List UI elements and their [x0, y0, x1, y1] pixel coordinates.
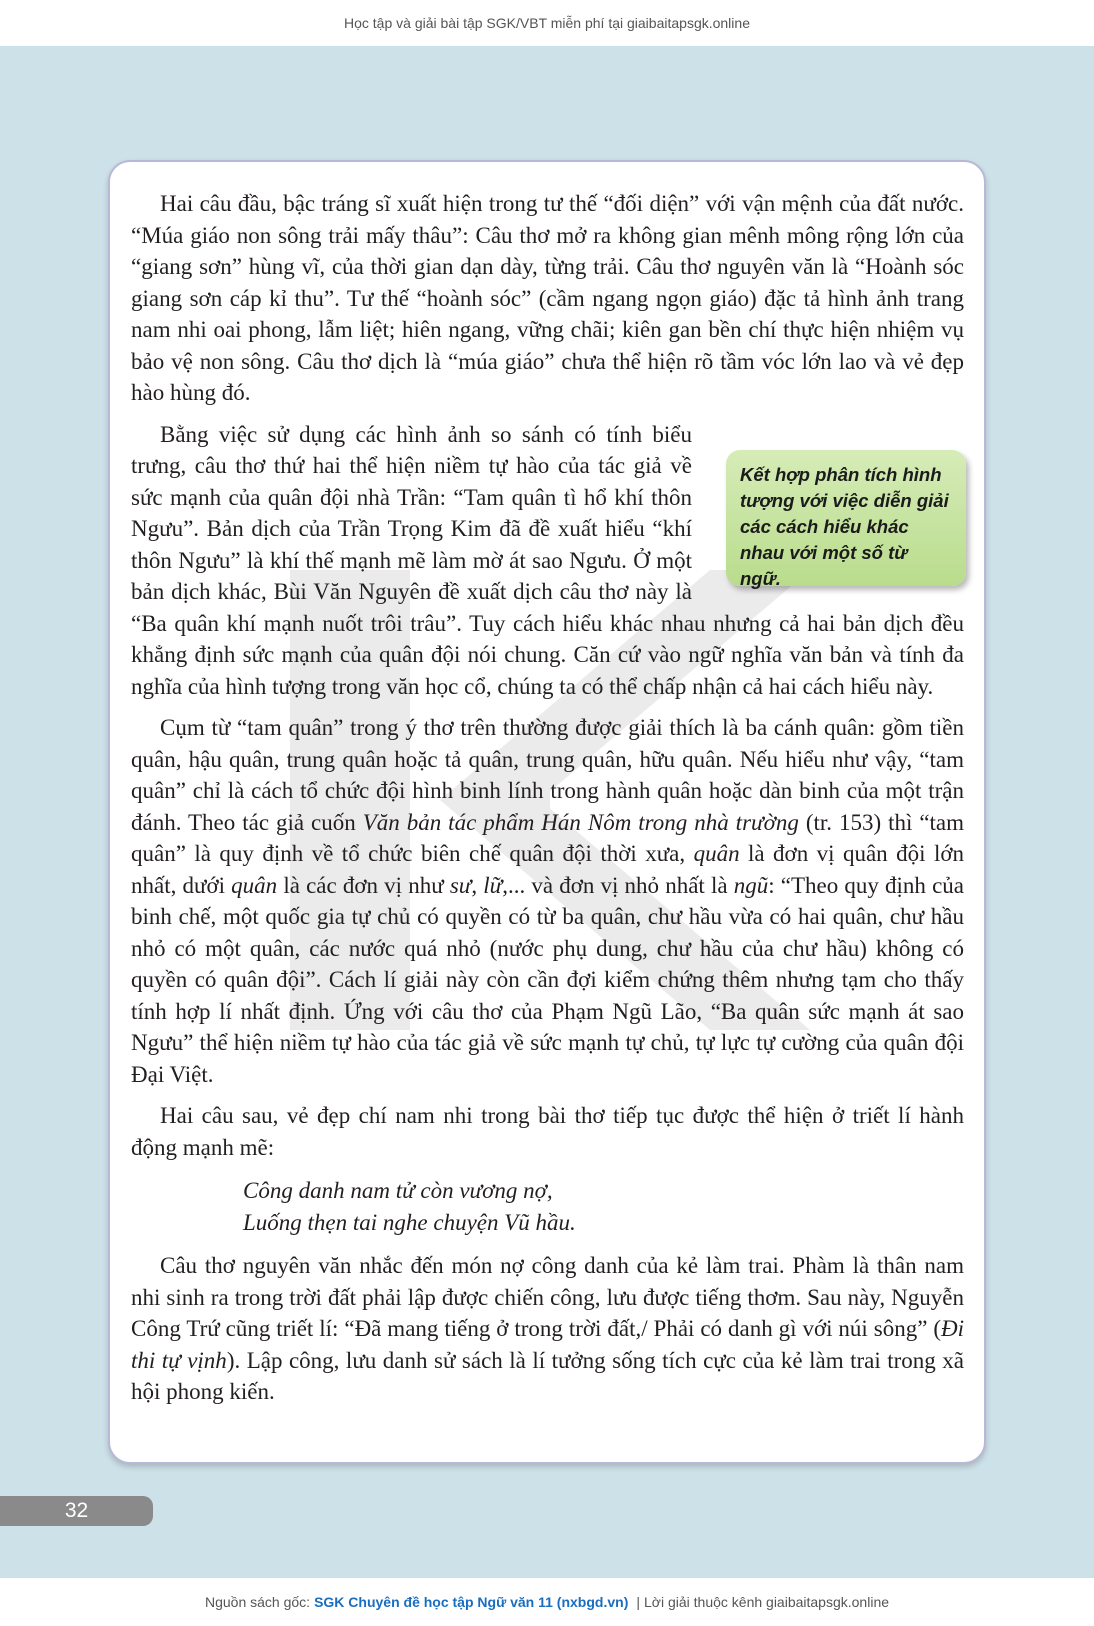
footer-separator: | — [636, 1594, 640, 1610]
paragraph-3: Cụm từ “tam quân” trong ý thơ trên thường được giải thích là ba cánh quân: gồm tiền quân, hậu quân, trung quân hoặc tả quân, trung quân, hữu quân. Nếu hiểu như vậy, “tam quân” chỉ là cách tổ chức đội hình binh lính trong hành quân hoặc dàn binh của một trận đánh. Theo tác giả cuốn Văn bản tác phẩm Hán Nôm trong nhà trường (tr. 153) thì “tam quân” là quy định về tổ chức biên chế quân đội thời xưa, quân là đơn vị quân đội lớn nhất, dưới quân là các đơn vị như sư, lữ,... và đơn vị nhỏ nhất là ngũ: “Theo quy định của binh chế, một quốc gia tự chủ có quyền có từ ba quân, chư hầu vừa có hai quân, chư hầu nhỏ có một quân, các nước quá nhỏ (nước phụ dung, chư hầu của chư hầu) không có quyền có quân đội”. Cách lí giải này còn cần đợi kiểm chứng thêm nhưng tạm cho thấy tính hợp lí nhất định. Ứng với câu thơ của Phạm Ngũ Lão, “Ba quân sức mạnh át sao Ngưu” thể hiện niềm tự hào của tác giả về sức mạnh tự chủ, tự lực tự cường của quân đội Đại Việt. — [131, 715, 965, 1087]
paragraph-4: Hai câu sau, vẻ đẹp chí nam nhi trong bài thơ tiếp tục được thể hiện ở triết lí hành động mạnh mẽ: — [131, 1103, 964, 1160]
source-link[interactable]: SGK Chuyên đề học tập Ngữ văn 11 (nxbgd.vn) — [314, 1594, 629, 1610]
paragraph-5: Câu thơ nguyên văn nhắc đến món nợ công danh của kẻ làm trai. Phàm là thân nam nhi sinh ra trong trời đất phải lập được chiến công, lưu được tiếng thơm. Sau này, Nguyễn Công Trứ cũng triết lí: “Đã mang tiếng ở trong trời đất,/ Phải có danh gì với núi sông” (Đi thi tự vịnh). Lập công, lưu danh sử sách là lí tưởng sống tích cực của kẻ làm trai trong xã hội phong kiến. — [131, 1253, 964, 1404]
poem-title: Đi thi tự vịnh — [131, 1316, 964, 1373]
verse-line-2: Luống thẹn tai nghe chuyện Vũ hầu. — [243, 1209, 576, 1235]
site-footer — [0, 1578, 1094, 1626]
page-number: 32 — [64, 1499, 89, 1522]
poem-verse — [243, 1175, 964, 1238]
paragraph-2: Bằng việc sử dụng các hình ảnh so sánh có tính biểu trưng, câu thơ thứ hai thể hiện niềm tự hào của tác giả về sức mạnh của quân đội nhà Trần: “Tam quân tì hổ khí thôn Ngưu”. Bản dịch của Trần Trọng Kim đã đề xuất hiểu “khí thôn Ngưu” là khí thế mạnh mẽ làm mờ át sao Ngưu. Ở một bản dịch khác, Bùi Văn Nguyên đề xuất dịch câu thơ này là “Ba quân khí mạnh nuốt trôi trâu”. Tuy cách hiểu khác nhau nhưng cả hai bản dịch đều khẳng định sức mạnh của quân đội nói chung. Căn cứ vào ngữ nghĩa văn bản và tính đa nghĩa của hình tượng trong văn học cổ, chúng ta có thể chấp nhận cả hai cách hiểu này. — [131, 421, 964, 699]
site-header — [0, 0, 1094, 46]
page-number-tab — [0, 1496, 153, 1526]
footer-prefix: Nguồn sách gốc: — [204, 1594, 311, 1610]
side-note — [726, 450, 966, 589]
footer-suffix: Lời giải thuộc kênh giaibaitapsgk.online — [644, 1594, 890, 1610]
verse-line-1: Công danh nam tử còn vương nợ, — [243, 1178, 553, 1203]
paragraph-1: Hai câu đầu, bậc tráng sĩ xuất hiện trong tư thế “đối diện” với vận mệnh của đất nước. “Múa giáo non sông trải mấy thâu”: Câu thơ mở ra không gian mênh mông rộng lớn của “giang sơn” hùng vĩ, của thời gian dạn dày, từng trải. Câu thơ nguyên văn là “Hoành sóc giang sơn cáp kỉ thu”. Tư thế “hoành sóc” (cầm ngang ngọn giáo) đặc tả hình ảnh trang nam nhi oai phong, lẫm liệt; hiên ngang, vững chãi; kiên gan bền chí thực hiện nhiệm vụ bảo vệ non sông. Câu thơ dịch là “múa giáo” chưa thể hiện rõ tầm vóc lớn lao và vẻ đẹp hào hùng đó. — [131, 191, 964, 405]
main-text — [131, 188, 964, 1418]
header-text: Học tập và giải bài tập SGK/VBT miễn phí tại giaibaitapsgk.online — [344, 15, 750, 31]
book-title: Văn bản tác phẩm Hán Nôm trong nhà trường — [362, 809, 799, 835]
side-note-text: Kết hợp phân tích hình tượng với việc diễn giải các cách hiểu khác nhau với một số từ ngữ. — [740, 464, 949, 589]
